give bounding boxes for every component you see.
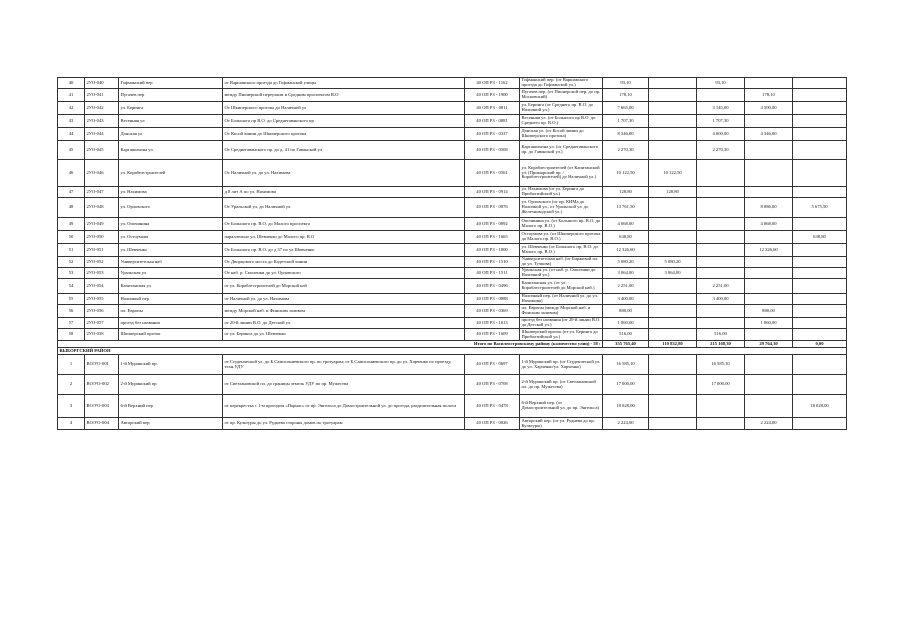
- road-code: 2УО-056: [85, 305, 119, 318]
- area-col-1: [649, 279, 697, 294]
- table-row: [58, 78, 847, 89]
- road-section: От Шкиперского протока до Наличной ул: [223, 102, 465, 115]
- registry-id: 40 ОП РЗ - 0561: [465, 160, 520, 187]
- area-col-3: [745, 141, 793, 160]
- road-code: 2УО-047: [85, 187, 119, 198]
- area-col-4: 638,80: [793, 231, 847, 244]
- road-name: проезд без названия: [119, 318, 223, 329]
- table-row: [58, 198, 847, 218]
- area-col-4: [793, 318, 847, 329]
- road-name: 1-й Муринский пр.: [119, 355, 223, 375]
- area-total: 2 224,00: [603, 418, 649, 430]
- area-col-4: [793, 279, 847, 294]
- area-col-3: [745, 279, 793, 294]
- total-label: Итого по Василеостровскому району (количество улиц) - 58 :: [58, 341, 603, 348]
- road-name: Пугачев пер: [119, 89, 223, 102]
- area-col-1: [649, 305, 697, 318]
- table-row: [58, 318, 847, 329]
- area-total: 880,00: [603, 305, 649, 318]
- road-section: от Наличной ул. до ул. Нахимова: [223, 294, 465, 305]
- area-col-2: [697, 318, 745, 329]
- total-col-4: 0,00: [793, 341, 847, 348]
- registry-id: 40 ОП РЗ - 0508: [465, 141, 520, 160]
- road-name: Донская ул: [119, 128, 223, 141]
- area-col-3: [745, 375, 793, 395]
- registry-id: 40 ОП РЗ - 0369: [465, 305, 520, 318]
- area-col-3: [745, 355, 793, 375]
- road-name: ул. Беринга: [119, 102, 223, 115]
- table-row: [58, 268, 847, 279]
- area-col-4: [793, 89, 847, 102]
- road-name: 6-й Верхний пер: [119, 395, 223, 418]
- road-name: ул. Орловского: [119, 198, 223, 218]
- road-name: ул. Остоумова: [119, 231, 223, 244]
- road-name: Гофманский пер: [119, 78, 223, 89]
- road-name: пл. Европы: [119, 305, 223, 318]
- road-name: ул. Опочинина: [119, 218, 223, 231]
- road-bounds: пл. Европы (между Морской наб. и Финским заливом): [520, 305, 603, 318]
- road-section: параллельно ул. Шевченко до Малого пр. В.О: [223, 231, 465, 244]
- row-number: 50: [58, 231, 85, 244]
- road-section: От Наличной ул. до ул. Нахимова: [223, 160, 465, 187]
- area-total: 16 585,10: [603, 355, 649, 375]
- road-bounds: Капитанская ул. (от ул. Кораблестроителей до Морской наб.): [520, 279, 603, 294]
- table-row: [58, 102, 847, 115]
- row-number: 45: [58, 141, 85, 160]
- area-col-4: [793, 78, 847, 89]
- registry-id: 40 ОП РЗ - 1511: [465, 268, 520, 279]
- total-col-3: 29 764,30: [745, 341, 793, 348]
- area-total: 2 270,30: [603, 141, 649, 160]
- area-col-4: [793, 141, 847, 160]
- area-col-3: 4 068,00: [745, 218, 793, 231]
- table-row: [58, 294, 847, 305]
- row-number: 41: [58, 89, 85, 102]
- row-number: 52: [58, 257, 85, 268]
- row-number: 43: [58, 115, 85, 128]
- road-bounds: Шкиперский проток (от ул. Беринга до Прибалтийской ул.): [520, 329, 603, 341]
- area-col-2: 16 585,10: [697, 355, 745, 375]
- area-total: 18 028,00: [603, 395, 649, 418]
- road-section: от Светлановской пл. до границы земель УДУ по пр. Мужества: [223, 375, 465, 395]
- road-section: От Большого пр В.О. до Среднегаванского пр: [223, 115, 465, 128]
- area-total: 7 665,00: [603, 102, 649, 115]
- road-section: От Большого пр. В.О. до Малого проспекта: [223, 218, 465, 231]
- row-number: 51: [58, 244, 85, 257]
- area-col-4: [793, 160, 847, 187]
- area-col-4: [793, 355, 847, 375]
- road-bounds: Авторский пер. (от ул. Руднева до пр. Культуры): [520, 418, 603, 430]
- area-col-4: [793, 418, 847, 430]
- area-col-4: [793, 102, 847, 115]
- area-total: 1 707,30: [603, 115, 649, 128]
- road-bounds: Гофманский пер. (от Варшавского проезда до Гофманской ул.): [520, 78, 603, 89]
- road-code: 2УО-045: [85, 141, 119, 160]
- road-section: от ул. Кораблестроителей до Морской наб: [223, 279, 465, 294]
- table-row: [58, 375, 847, 395]
- table-row: [58, 128, 847, 141]
- area-col-4: [793, 375, 847, 395]
- area-col-4: [793, 218, 847, 231]
- road-code: 2УО-051: [85, 244, 119, 257]
- area-col-1: 128,80: [649, 187, 697, 198]
- area-col-4: [793, 268, 847, 279]
- road-section: от перекрестка с 1-м проездом «Парнас» от пр. Энгельса до Домостроительной ул. до проезда, разделительная полоса: [223, 395, 465, 418]
- road-bounds: Опочинина ул. (от Большого пр. В.О. до Малого пр. В.О.): [520, 218, 603, 231]
- registry-id: 40 ОП РЗ - 1665: [465, 231, 520, 244]
- area-col-3: 178,10: [745, 89, 793, 102]
- area-col-2: [697, 418, 745, 430]
- road-section: От Уральской ул. до Наличной ул.: [223, 198, 465, 218]
- road-bounds: проезд без названия (от 20-й линии В.О. до Детской ул.): [521, 317, 601, 327]
- area-col-1: [649, 141, 697, 160]
- registry-id: 40 ОП РЗ - 0892: [465, 218, 520, 231]
- total-sum: 355 765,40: [603, 341, 649, 348]
- road-name: Уральская ул: [119, 268, 223, 279]
- area-total: 3 400,00: [603, 294, 649, 305]
- area-col-1: [649, 355, 697, 375]
- registry-id: 40 ОП РЗ - 0496: [465, 279, 520, 294]
- table-row: [58, 218, 847, 231]
- road-code: 2УО-049: [85, 218, 119, 231]
- road-bounds: Остоумова ул. (от Шкиперского протока до Малого пр. В.О.): [520, 231, 603, 244]
- table-row: [58, 89, 847, 102]
- area-col-2: [697, 187, 745, 198]
- road-section: от ул. Беринга до ул. Шевченко: [223, 329, 465, 341]
- area-col-3: [745, 395, 793, 418]
- area-col-2: 516,00: [697, 329, 745, 341]
- road-code: 2УО-058: [85, 329, 119, 341]
- area-col-1: [649, 198, 697, 218]
- area-col-3: [745, 115, 793, 128]
- area-col-4: [793, 257, 847, 268]
- total-col-2: 215 168,30: [697, 341, 745, 348]
- road-bounds: Весенняя ул. (от Большого пр В.О. до Среднего пр. В.О.): [520, 115, 603, 128]
- table-row: [58, 418, 847, 430]
- total-row: [58, 341, 847, 348]
- row-number: 54: [58, 279, 85, 294]
- row-number: 47: [58, 187, 85, 198]
- area-col-1: [649, 294, 697, 305]
- table-row: [58, 115, 847, 128]
- area-col-3: 1 060,00: [745, 318, 793, 329]
- row-number: 1: [58, 355, 85, 375]
- area-col-2: [697, 198, 745, 218]
- area-total: 3 064,00: [603, 268, 649, 279]
- table-row: [58, 329, 847, 341]
- section-header-row: [58, 348, 847, 355]
- area-total: 93,10: [603, 78, 649, 89]
- area-col-2: [697, 305, 745, 318]
- road-code: 2УО-050: [85, 231, 119, 244]
- road-name: Карташихина ул: [119, 141, 223, 160]
- area-col-2: [697, 218, 745, 231]
- area-col-1: 5 080,20: [649, 257, 697, 268]
- road-section: от 20-й линии В.О. до Детской ул.: [223, 318, 465, 329]
- row-number: 44: [58, 128, 85, 141]
- area-col-1: [649, 418, 697, 430]
- district-total: [58, 341, 847, 355]
- area-total: 638,80: [603, 231, 649, 244]
- table-row: [58, 244, 847, 257]
- road-bounds: Наличный пер. (от Наличной ул. до ул. Нахимова): [520, 294, 603, 305]
- table-row: [58, 305, 847, 318]
- area-col-2: [697, 89, 745, 102]
- area-col-2: [697, 231, 745, 244]
- road-code: 2УО-046: [85, 160, 119, 187]
- area-col-1: [649, 318, 697, 329]
- registry-id: 40 ОП РЗ - 0876: [465, 198, 520, 218]
- road-section: От Дворцового моста до Кадетской линии: [223, 257, 465, 268]
- row-number: 4: [58, 418, 85, 430]
- table-row: [58, 187, 847, 198]
- registry-id: 40 ОП РЗ - 0914: [465, 187, 520, 198]
- area-col-2: 17 000,00: [697, 375, 745, 395]
- table-row: [58, 395, 847, 418]
- area-col-2: 93,10: [697, 78, 745, 89]
- road-code: 2УО-048: [85, 198, 119, 218]
- area-col-1: [649, 102, 697, 115]
- road-bounds: Уральская ул. (от наб. р. Смоленки до Наличной ул.): [520, 268, 603, 279]
- road-section: От Косой линии до Шкиперского протока: [223, 128, 465, 141]
- road-code: ВО/УО-002: [85, 375, 119, 395]
- area-col-4: [793, 187, 847, 198]
- area-total: 1 060,00: [603, 318, 649, 329]
- road-code: 2УО-057: [85, 318, 119, 329]
- area-col-2: 2 251,00: [697, 279, 745, 294]
- area-col-3: [745, 294, 793, 305]
- registry-id: 40 ОП РЗ - 0478: [465, 395, 520, 418]
- area-col-4: [793, 128, 847, 141]
- area-col-3: [745, 187, 793, 198]
- road-bounds: ул. Орловского (от пр. КИМа до Наличной ул., от Уральской ул. до Железноводской ул.): [520, 198, 603, 218]
- road-bounds: Университетская наб. (от Биржевой пл. до ул. Тучкова): [520, 257, 603, 268]
- road-name: ул. Нахимова: [119, 187, 223, 198]
- row-number: 40: [58, 78, 85, 89]
- area-total: 12 326,60: [603, 244, 649, 257]
- registry-id: 40 ОП РЗ - 0697: [465, 355, 520, 375]
- area-total: 516,00: [603, 329, 649, 341]
- area-col-2: [697, 395, 745, 418]
- area-col-1: [649, 128, 697, 141]
- vasileostrovsky-rows-part-2: [58, 257, 847, 341]
- road-bounds: Карташихина ул. (от Среднегаванского пр. до Гаванской ул.): [520, 141, 603, 160]
- table-row: [58, 257, 847, 268]
- road-code: 2УО-052: [85, 257, 119, 268]
- area-col-2: [697, 257, 745, 268]
- area-total: 4 068,00: [603, 218, 649, 231]
- road-bounds: 1-й Муринский пр. (от Студенческой ул. до ул. Харченко/ул. Харченко): [520, 355, 603, 375]
- section-title: ВЫБОРГСКИЙ РАЙОН: [58, 348, 847, 355]
- road-name: Шкиперский проток: [119, 329, 223, 341]
- vyborgsky-rows: [58, 355, 847, 430]
- registry-id: 40 ОП РЗ - 1613: [465, 318, 520, 329]
- area-total: 10 122,50: [603, 160, 649, 187]
- area-col-3: [745, 329, 793, 341]
- area-total: 2 251,00: [603, 279, 649, 294]
- area-col-4: [793, 294, 847, 305]
- road-bounds: ул. Нахимова (от ул. Беринга до Прибалтийской ул.): [520, 187, 603, 198]
- road-name: Авторский пер: [119, 418, 223, 430]
- area-total: 178,10: [603, 89, 649, 102]
- area-col-4: 5 675,50: [793, 198, 847, 218]
- area-col-1: [649, 115, 697, 128]
- road-name: ул. Корабелстроителей: [119, 160, 223, 187]
- road-code: ВО/УО-001: [85, 355, 119, 375]
- road-section: между Морской наб. и Финским заливом: [223, 305, 465, 318]
- road-section: от Студенческой ул. до Б.Сампсониевского пр. по тротуарам; от Б.Сампсониевского пр. до ул. Харченко по проезду, техн.УДУ: [223, 355, 465, 375]
- road-bounds: ул. Кораблестроителей (от Капитанской ул. (Приморский пр. / Кораблестроителей) до Наличной ул.): [520, 160, 603, 187]
- area-col-3: 12 326,60: [745, 244, 793, 257]
- registry-id: 40 ОП РЗ - 0026: [465, 418, 520, 430]
- area-col-3: [745, 78, 793, 89]
- row-number: 48: [58, 198, 85, 218]
- area-col-3: [745, 268, 793, 279]
- road-name: 2-й Муринский пр: [119, 375, 223, 395]
- registry-id: 40 ОП РЗ - 0888: [465, 294, 520, 305]
- area-col-1: [649, 78, 697, 89]
- area-col-2: [697, 244, 745, 257]
- area-total: 128,80: [603, 187, 649, 198]
- row-number: 58: [58, 329, 85, 341]
- area-col-2: 3 145,00: [697, 102, 745, 115]
- road-section: От наб. р. Смоленки до ул. Орловского: [223, 268, 465, 279]
- row-number: 57: [58, 318, 85, 329]
- registry-id: 40 ОП РЗ - 0811: [465, 102, 520, 115]
- road-bounds: ул. Беринга (от Среднего пр. В.О. до Наличной ул.): [520, 102, 603, 115]
- table-row: [58, 231, 847, 244]
- area-col-4: 18 028,00: [793, 395, 847, 418]
- road-code: 2УО-055: [85, 294, 119, 305]
- area-total: 5 080,20: [603, 257, 649, 268]
- road-code: 2УО-041: [85, 89, 119, 102]
- row-number: 3: [58, 395, 85, 418]
- road-bounds: Донская ул. (от Косой линии до Шкиперского протока): [520, 128, 603, 141]
- area-col-1: [649, 244, 697, 257]
- area-col-1: [649, 89, 697, 102]
- road-bounds: Пугачев пер. (от Пионерской пер. до пр. Московский): [520, 89, 603, 102]
- area-col-2: 1 707,30: [697, 115, 745, 128]
- area-col-2: 2 270,30: [697, 141, 745, 160]
- road-register-table: [57, 77, 847, 430]
- area-col-1: [649, 231, 697, 244]
- area-total: 17 000,00: [603, 375, 649, 395]
- area-col-3: 880,00: [745, 305, 793, 318]
- row-number: 42: [58, 102, 85, 115]
- area-col-4: [793, 115, 847, 128]
- total-col-1: 110 832,80: [649, 341, 697, 348]
- area-col-4: [793, 329, 847, 341]
- road-code: ВО/УО-004: [85, 418, 119, 430]
- area-col-4: [793, 305, 847, 318]
- road-name: Наличный пер: [119, 294, 223, 305]
- road-name: Университетская наб: [119, 257, 223, 268]
- row-number: 56: [58, 305, 85, 318]
- road-section: от пр. Культуры до ул. Руднева стороны домов по тротуарам: [223, 418, 465, 430]
- registry-id: 40 ОП РЗ - 0881: [465, 115, 520, 128]
- row-number: 55: [58, 294, 85, 305]
- row-number: 46: [58, 160, 85, 187]
- registry-id: 40 ОП РЗ - 1162: [465, 78, 520, 89]
- vasileostrovsky-rows-part-1: [58, 78, 847, 257]
- road-section: От Среднегаванского пр. до д. 41 по Гаванской ул: [223, 141, 465, 160]
- road-name: ул. Шевченко: [119, 244, 223, 257]
- registry-id: 40 ОП РЗ - 0337: [465, 128, 520, 141]
- area-col-2: 3 400,00: [697, 294, 745, 305]
- table-row: [58, 141, 847, 160]
- area-col-3: [745, 160, 793, 187]
- area-col-3: [745, 257, 793, 268]
- registry-id: 40 ОП РЗ - 1000: [465, 244, 520, 257]
- road-code: ВО/УО-003: [85, 395, 119, 418]
- area-total: 13 761,50: [603, 198, 649, 218]
- registry-id: 40 ОП РЗ - 1609: [465, 329, 520, 341]
- table-row: [58, 160, 847, 187]
- area-col-3: 4 500,00: [745, 102, 793, 115]
- area-col-4: [793, 244, 847, 257]
- road-code: 2УО-040: [85, 78, 119, 89]
- registry-id: 40 ОП РЗ - 0708: [465, 375, 520, 395]
- row-number: 53: [58, 268, 85, 279]
- area-col-1: [649, 218, 697, 231]
- road-code: 2УО-042: [85, 102, 119, 115]
- area-col-1: [649, 395, 697, 418]
- table-row: [58, 355, 847, 375]
- area-col-2: 4 000,00: [697, 128, 745, 141]
- area-col-2: [697, 160, 745, 187]
- area-col-1: [649, 329, 697, 341]
- road-section: между Пионерской переулком и Средним проспектом В.О: [223, 89, 465, 102]
- row-number: 49: [58, 218, 85, 231]
- area-col-2: [697, 268, 745, 279]
- road-bounds: 2-й Муринский пр. (от Светлановской пл. до пр. Мужества): [520, 375, 603, 395]
- area-col-3: 4 346,00: [745, 128, 793, 141]
- road-section: от Варшавского проезда до Гофманской улицы: [223, 78, 465, 89]
- table-row: [58, 279, 847, 294]
- area-col-1: 3 064,00: [649, 268, 697, 279]
- row-number: 2: [58, 375, 85, 395]
- registry-id: 40 ОП РЗ - 1510: [465, 257, 520, 268]
- road-code: 2УО-054: [85, 279, 119, 294]
- registry-id: 40 ОП РЗ - 1900: [465, 89, 520, 102]
- road-name: Капитанская ул: [119, 279, 223, 294]
- area-total: 8 346,00: [603, 128, 649, 141]
- area-col-1: 10 122,50: [649, 160, 697, 187]
- area-col-1: [649, 375, 697, 395]
- area-col-3: 8 086,00: [745, 198, 793, 218]
- area-col-3: [745, 231, 793, 244]
- road-bounds: ул. Шевченко (от Большого пр. В.О. до Малого пр. В.О.): [520, 244, 603, 257]
- road-bounds: 6-й Верхний пер. (от Домостроительной ул. до пр. Энгельса): [520, 395, 603, 418]
- road-code: 2УО-044: [85, 128, 119, 141]
- road-code: 2УО-043: [85, 115, 119, 128]
- area-col-3: 2 224,00: [745, 418, 793, 430]
- road-section: д.8 лит А по ул. Нахимова: [223, 187, 465, 198]
- road-code: 2УО-053: [85, 268, 119, 279]
- road-name: Весенняя ул: [119, 115, 223, 128]
- road-section: От Большого пр. В.О. до д 37 по ул Шевченко: [223, 244, 465, 257]
